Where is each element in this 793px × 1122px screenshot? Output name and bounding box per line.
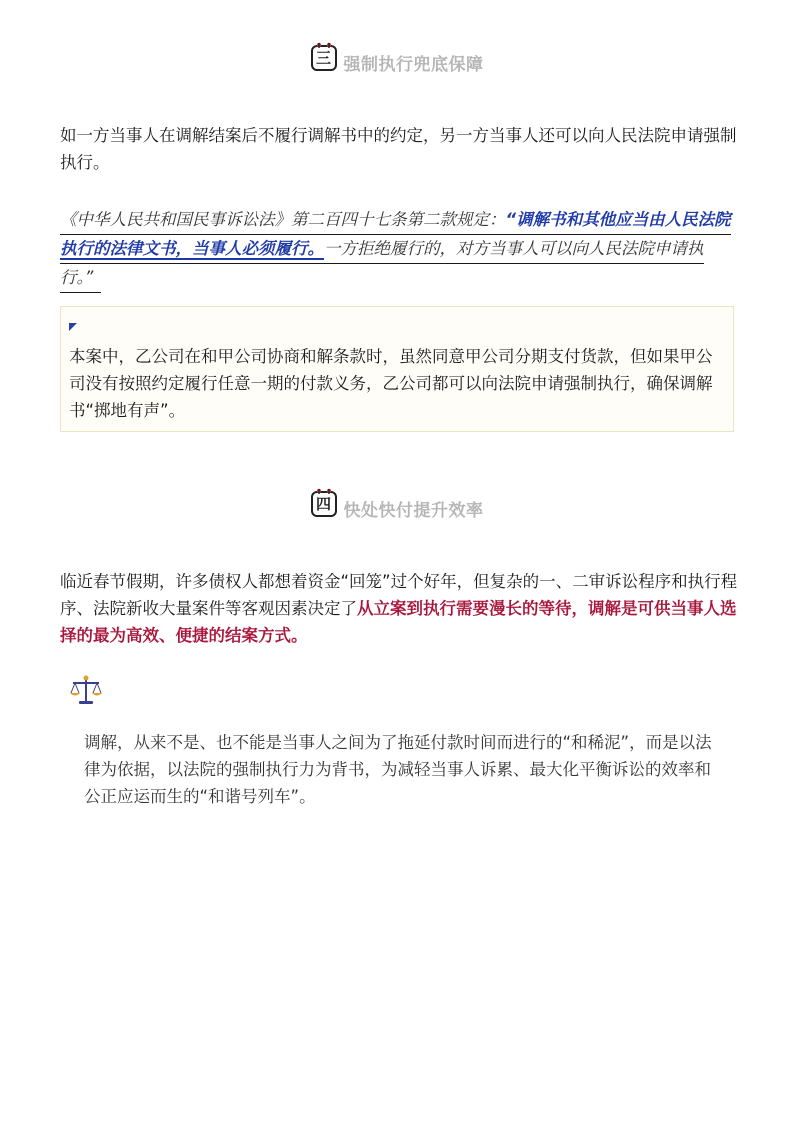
section-heading-3 xyxy=(0,36,793,75)
section-number: 四 xyxy=(315,494,331,513)
section-number: 三 xyxy=(315,48,331,67)
section3-intro: 如一方当事人在调解结案后不履行调解书中的约定，另一方当事人还可以向人民法院申请强制执行。 xyxy=(60,126,737,172)
law-line-1 xyxy=(60,206,731,235)
law-highlight-1: “调解书和其他应当由人民法院 xyxy=(505,210,731,229)
law-line-2 xyxy=(60,235,704,264)
case-note-text: 本案中，乙公司在和甲公司协商和解条款时，虽然同意甲公司分期支付货款，但如果甲公司没有按照约定履行任意一期的付款义务，乙公司都可以向法院申请强制执行，确保调解书“掷地有声”。 xyxy=(69,347,713,420)
section-title: 快处快付提升效率 xyxy=(343,501,484,521)
conclusion-quote: 调解，从来不是、也不能是当事人之间为了拖延付款时间而进行的“和稀泥”，而是以法律为依据，以法院的强制执行力为背书，为减轻当事人诉累、最大化平衡诉讼的效率和公正应运而生的“和谐号列车”。 xyxy=(84,733,712,806)
calendar-icon xyxy=(310,487,338,517)
corner-mark-icon xyxy=(69,323,77,331)
case-note-box xyxy=(60,306,734,432)
section-heading-4 xyxy=(0,482,793,521)
calendar-icon xyxy=(310,41,338,71)
law-line-3: 行。” xyxy=(60,264,101,293)
section-title: 强制执行兜底保障 xyxy=(343,55,484,75)
law-citation xyxy=(60,206,740,293)
intro-plain: 临近春节假期，许多债权人都想着资金“回笼”过个好年，但复杂的一、二审诉讼程序和执行程序、法院新收大量案件等客观因素决定了 xyxy=(60,572,738,618)
law-highlight-2: 执行的法律文书，当事人必须履行。 xyxy=(60,239,324,258)
law-rest: 一方拒绝履行的，对方当事人可以向人民法院申请执 xyxy=(324,239,704,258)
law-prefix: 《中华人民共和国民事诉讼法》第二百四十七条第二款规定： xyxy=(60,210,506,229)
scale-icon xyxy=(68,674,104,706)
section4-intro xyxy=(60,568,740,649)
intro-highlight: 从立案到执行需要漫长的等待，调解是可供当事人选择的最为高效、便捷的结案方式。 xyxy=(60,599,737,645)
